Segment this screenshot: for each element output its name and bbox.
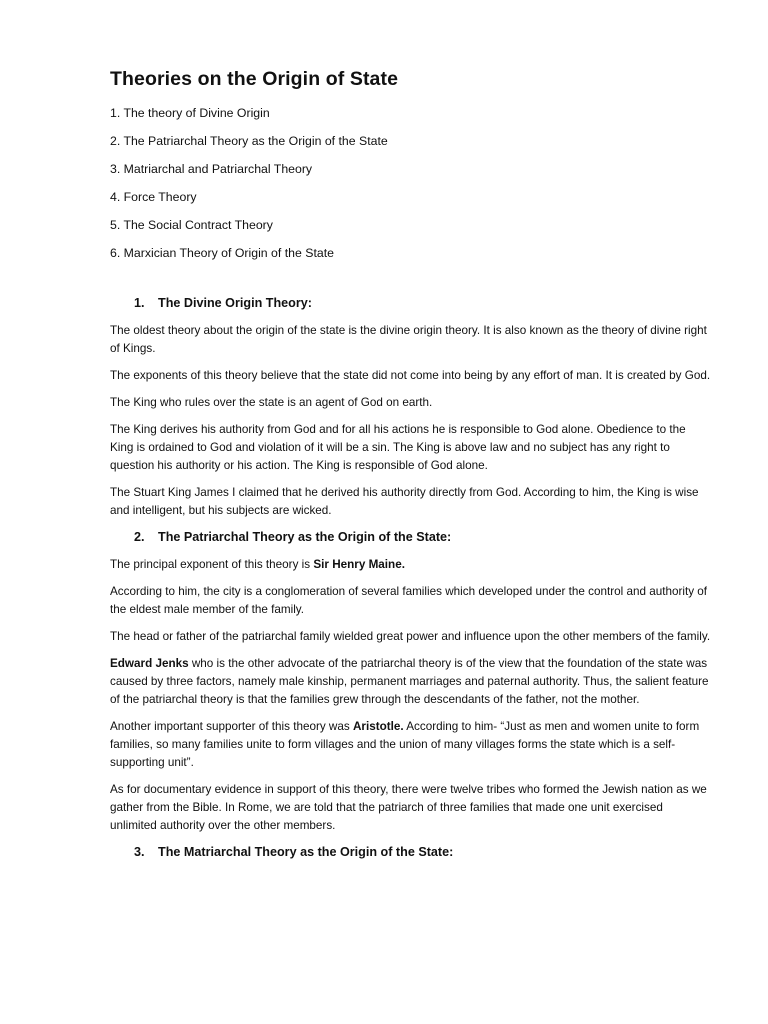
paragraph: The King derives his authority from God and for all his actions he is responsible to God alone. Obedience to the King is ordained to God and violation of it will be a sin. The King is above law and no subject has any right to question his authority or his action. The King is responsible of God alone. (110, 423, 686, 472)
page-title: Theories on the Origin of State (110, 68, 399, 90)
section-number: 2. (134, 530, 145, 544)
paragraph: The King who rules over the state is an agent of God on earth. (110, 396, 433, 409)
section-heading (110, 844, 712, 860)
toc-item: 5. The Social Contract Theory (110, 218, 273, 232)
paragraph: The head or father of the patriarchal family wielded great power and influence upon the other members of the family. (110, 630, 711, 643)
paragraph: The principal exponent of this theory is Sir Henry Maine. (110, 558, 405, 571)
paragraph: As for documentary evidence in support of this theory, there were twelve tribes who formed the Jewish nation as we gather from the Bible. In Rome, we are told that the patriarch of three families that made one unit exercised unlimited authority over the other members. (110, 783, 707, 832)
paragraph: Another important supporter of this theory was Aristotle. According to him- “Just as men and women unite to form families, so many families unite to form villages and the union of many villages forms the state which is a self-supporting unit”. (110, 720, 700, 769)
paragraph: Edward Jenks who is the other advocate of the patriarchal theory is of the view that the foundation of the state was caused by three factors, namely male kinship, permanent marriages and paternal authority. Thus, the salient feature of the patriarchal theory is that the families grew through the descendants of the father, not the mother. (110, 657, 709, 706)
paragraph: The exponents of this theory believe that the state did not come into being by any effort of man. It is created by God. (110, 369, 711, 382)
emphasized-name: Sir Henry Maine. (313, 558, 405, 571)
toc-item: 3. Matriarchal and Patriarchal Theory (110, 162, 313, 176)
section-title: The Patriarchal Theory as the Origin of the State: (158, 530, 452, 544)
paragraph: The oldest theory about the origin of the state is the divine origin theory. It is also known as the theory of divine right of Kings. (110, 324, 707, 355)
section-title: The Matriarchal Theory as the Origin of the State: (158, 845, 454, 859)
section-title: The Divine Origin Theory: (158, 296, 312, 310)
toc-item: 1. The theory of Divine Origin (110, 106, 270, 120)
toc-item: 4. Force Theory (110, 190, 197, 204)
toc-item: 6. Marxician Theory of Origin of the State (110, 246, 334, 260)
emphasized-name: Edward Jenks (110, 657, 189, 670)
section-number: 1. (134, 296, 145, 310)
emphasized-name: Aristotle. (352, 720, 404, 733)
paragraph: The Stuart King James I claimed that he derived his authority directly from God. According to him, the King is wise and intelligent, but his subjects are wicked. (110, 486, 699, 517)
section-heading (110, 529, 712, 545)
paragraph: According to him, the city is a conglomeration of several families which developed under the control and authority of the eldest male member of the family. (110, 585, 708, 616)
section-heading (110, 295, 712, 311)
section-number: 3. (134, 845, 145, 859)
toc-item: 2. The Patriarchal Theory as the Origin of the State (110, 134, 388, 148)
table-of-contents (110, 105, 712, 273)
